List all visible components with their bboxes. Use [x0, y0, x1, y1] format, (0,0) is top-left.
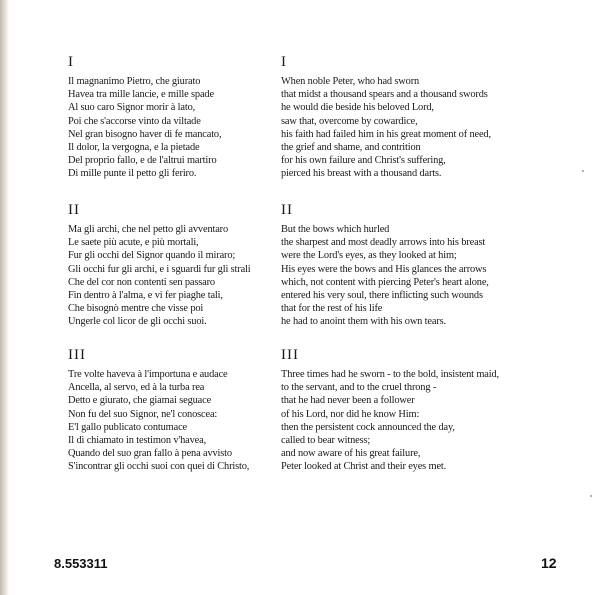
verse-line: to the servant, and to the cruel throng - — [281, 382, 437, 394]
page-binding-edge — [0, 0, 9, 595]
stanza-numeral: I — [281, 54, 287, 70]
verse-line: Il dolor, la vergogna, e la pietade — [68, 142, 200, 154]
italian-stanza-3 — [68, 347, 249, 474]
verse-line: Del proprio fallo, e de l'altrui martiro — [68, 155, 217, 167]
stanza-lines — [68, 75, 221, 181]
stanza-numeral: III — [68, 347, 86, 363]
verse-line: entered his very soul, there inflicting such wounds — [281, 290, 483, 302]
stanza-lines — [68, 368, 249, 474]
verse-line: But the bows which hurled — [281, 224, 390, 235]
stanza-lines — [281, 75, 491, 181]
verse-line: the sharpest and most deadly arrows into his breast — [281, 237, 486, 249]
stanza-numeral: II — [281, 202, 293, 218]
verse-line: Fur gli occhi del Signor quando il miraro; — [68, 250, 236, 262]
english-stanza-2 — [281, 202, 489, 329]
stanza-numeral: I — [68, 54, 74, 70]
page-number: 12 — [541, 555, 557, 571]
verse-line: that he had never been a follower — [281, 395, 415, 407]
verse-line: the grief and shame, and contrition — [281, 142, 421, 154]
stanza-numeral: III — [281, 347, 299, 363]
verse-line: and now aware of his great failure, — [281, 448, 421, 460]
verse-line: When noble Peter, who had sworn — [281, 76, 420, 87]
verse-line: Peter looked at Christ and their eyes met. — [281, 461, 447, 473]
verse-line: he would die beside his beloved Lord, — [281, 102, 434, 114]
verse-line: Quando del suo gran fallo à pena avvisto — [68, 448, 232, 460]
english-stanza-3 — [281, 347, 499, 474]
verse-line: S'incontrar gli occhi suoi con quei di Christo, — [68, 461, 250, 473]
verse-line: Il magnanimo Pietro, che giurato — [68, 76, 201, 87]
stanza-lines — [281, 368, 499, 474]
verse-line: Non fu del suo Signor, ne'l conoscea: — [68, 408, 218, 420]
verse-line: then the persistent cock announced the day, — [281, 421, 455, 433]
catalog-number: 8.553311 — [54, 556, 108, 571]
print-speck — [582, 170, 584, 172]
verse-line: Ungerle col licor de gli occhi suoi. — [68, 316, 207, 328]
stanza-lines — [68, 223, 251, 329]
verse-line: of his Lord, nor did he know Him: — [281, 408, 420, 420]
verse-line: Ma gli archi, che nel petto gli avventaro — [68, 224, 229, 235]
english-stanza-1 — [281, 54, 491, 181]
verse-line: pierced his breast with a thousand darts. — [281, 168, 442, 180]
verse-line: E'l gallo publicato contumace — [68, 421, 187, 433]
verse-line: Tre volte haveva à l'importuna e audace — [68, 369, 228, 380]
verse-line: Al suo caro Signor morir à lato, — [68, 102, 196, 114]
stanza-numeral: II — [68, 202, 80, 218]
verse-line: Che bisognò mentre che visse poi — [68, 303, 204, 315]
verse-line: Ancella, al servo, ed à la turba rea — [68, 382, 205, 394]
verse-line: Il dì chiamato in testimon v'havea, — [68, 435, 207, 447]
verse-line: that midst a thousand spears and a thousand swords — [281, 89, 488, 101]
italian-stanza-2 — [68, 202, 251, 329]
verse-line: for his own failure and Christ's suffering, — [281, 155, 446, 167]
verse-line: Three times had he sworn - to the bold, insistent maid, — [281, 369, 499, 380]
verse-line: Poi che s'accorse vinto da viltade — [68, 115, 201, 127]
verse-line: Havea tra mille lancie, e mille spade — [68, 89, 214, 101]
verse-line: Le saete più acute, e più mortali, — [68, 237, 199, 249]
verse-line: His eyes were the bows and His glances the arrows — [281, 263, 487, 275]
verse-line: he had to anoint them with his own tears. — [281, 316, 446, 328]
verse-line: Gli occhi fur gli archi, e i sguardi fur gli strali — [68, 263, 251, 275]
verse-line: were the Lord's eyes, as they looked at him; — [281, 250, 457, 262]
verse-line: his faith had failed him in his great moment of need, — [281, 128, 491, 140]
verse-line: called to bear witness; — [281, 435, 371, 447]
verse-line: Che del cor non contenti sen passaro — [68, 276, 215, 288]
print-speck — [590, 495, 592, 497]
verse-line: that for the rest of his life — [281, 303, 383, 315]
italian-stanza-1 — [68, 54, 221, 181]
verse-line: Nel gran bisogno haver di fe mancato, — [68, 128, 222, 140]
verse-line: which, not content with piercing Peter's heart alone, — [281, 276, 489, 288]
verse-line: Di mille punte il petto gli feriro. — [68, 168, 197, 180]
verse-line: Detto e giurato, che giamai seguace — [68, 395, 212, 407]
verse-line: saw that, overcome by cowardice, — [281, 115, 418, 127]
stanza-lines — [281, 223, 489, 329]
verse-line: Fin dentro à l'alma, e vi fer piaghe tali, — [68, 290, 223, 302]
